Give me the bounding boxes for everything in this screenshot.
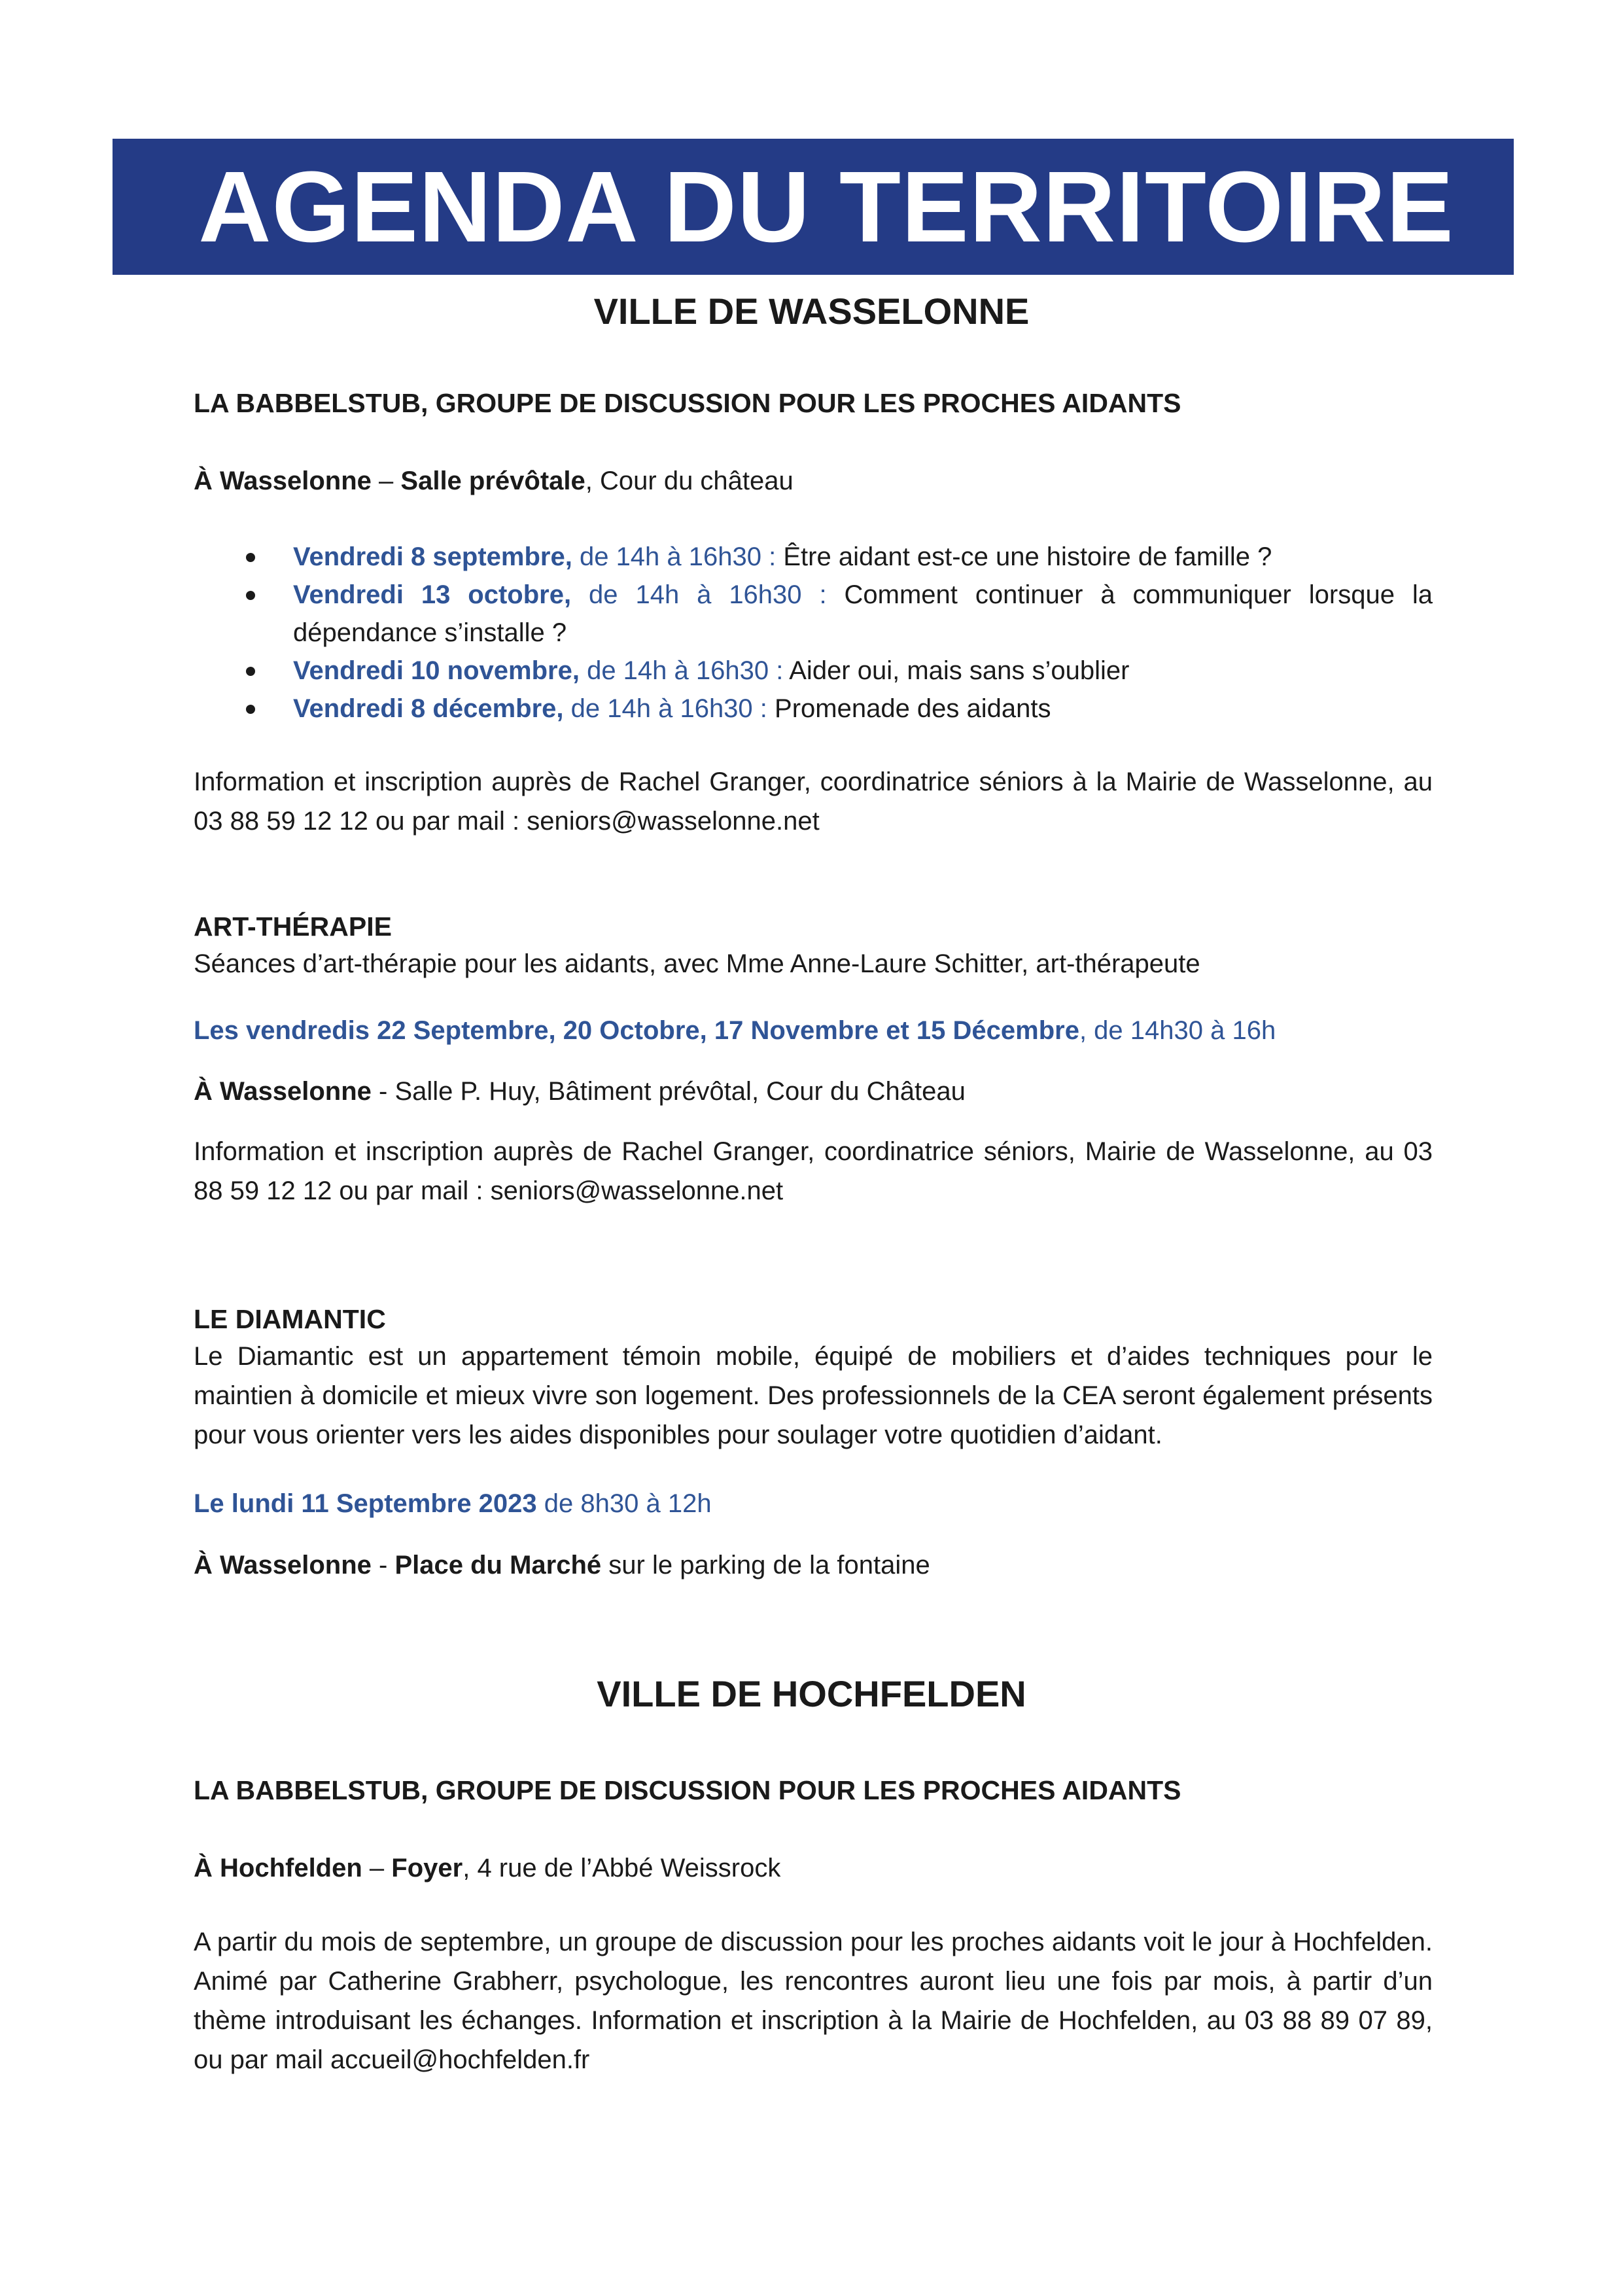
bullet-icon bbox=[246, 553, 255, 562]
separator: – bbox=[362, 1854, 392, 1882]
info-text: Information et inscription auprès de Rachel Granger, coordinatrice séniors à la Mairie de Wasselonne, au 03 88 59 12 12 ou par mail : seniors@wasselonne.net bbox=[194, 768, 1433, 836]
date-time: de 14h à 16h30 : bbox=[563, 694, 775, 723]
date-day: Vendredi 10 novembre, bbox=[293, 656, 580, 685]
info-text: Information et inscription auprès de Rachel Granger, coordinatrice séniors, Mairie de Wasselonne, au 03 88 59 12 12 ou par mail : seniors@wasselonne.net bbox=[194, 1137, 1433, 1205]
list-item bbox=[194, 690, 1433, 728]
location-venue: Salle prévôtale bbox=[400, 467, 585, 495]
location-place: À Hochfelden bbox=[194, 1854, 362, 1882]
date-day: Vendredi 8 septembre, bbox=[293, 542, 572, 571]
date-time: de 8h30 à 12h bbox=[536, 1489, 712, 1518]
dates-time: , de 14h30 à 16h bbox=[1079, 1016, 1276, 1045]
date-time: de 14h à 16h30 : bbox=[579, 656, 790, 685]
diamantic-date bbox=[194, 1484, 1433, 1523]
date-day: Vendredi 8 décembre, bbox=[293, 694, 564, 723]
location-place: À Wasselonne bbox=[194, 1551, 372, 1580]
location-address: , 4 rue de l’Abbé Weissrock bbox=[462, 1854, 781, 1882]
section-title: ART-THÉRAPIE bbox=[194, 911, 392, 942]
city-title-wasselonne: VILLE DE WASSELONNE bbox=[593, 291, 1030, 332]
location-line bbox=[194, 461, 1433, 501]
diamantic-location bbox=[194, 1545, 1433, 1585]
banner-title: AGENDA DU TERRITOIRE bbox=[198, 150, 1454, 263]
info-babbelstub-wasselonne bbox=[194, 762, 1433, 841]
info-babbelstub-hochfelden bbox=[194, 1922, 1433, 2079]
date-day: Vendredi 13 octobre, bbox=[293, 580, 572, 609]
section-description: Le Diamantic est un appartement témoin mobile, équipé de mobiliers et d’aides techniques pour le maintien à domicile et mieux vivre son logement. Des professionnels de la CEA seront également présents pour vous orienter vers les aides disponibles pour soulager votre quotidien d’aidant. bbox=[194, 1342, 1433, 1450]
separator: – bbox=[371, 467, 401, 495]
date-topic: Aider oui, mais sans s’oublier bbox=[789, 656, 1130, 685]
info-text: A partir du mois de septembre, un groupe de discussion pour les proches aidants voit le jour à Hochfelden. Animé par Catherine Grabherr, psychologue, les rencontres auront lieu une fois par mois, à partir d’un thème introduisant les échanges. Information et inscription à la Mairie de Hochfelden, au 03 88 89 07 89, ou par mail accueil@hochfelden.fr bbox=[194, 1928, 1433, 2074]
section-title: LA BABBELSTUB, GROUPE DE DISCUSSION POUR LES PROCHES AIDANTS bbox=[194, 1775, 1181, 1805]
location-address: sur le parking de la fontaine bbox=[601, 1551, 930, 1580]
section-title: LA BABBELSTUB, GROUPE DE DISCUSSION POUR LES PROCHES AIDANTS bbox=[194, 388, 1181, 418]
location-place: À Wasselonne bbox=[194, 467, 372, 495]
location-venue: Foyer bbox=[391, 1854, 463, 1882]
agenda-banner bbox=[113, 139, 1514, 275]
bullet-icon bbox=[246, 591, 255, 600]
list-item bbox=[194, 652, 1433, 690]
separator: - bbox=[371, 1551, 395, 1580]
location-address: , Cour du château bbox=[585, 467, 794, 495]
date-time: de 14h à 16h30 : bbox=[572, 542, 784, 571]
location-address: - Salle P. Huy, Bâtiment prévôtal, Cour du Château bbox=[371, 1077, 966, 1106]
list-item bbox=[194, 576, 1433, 652]
list-item bbox=[194, 538, 1433, 576]
location-line-hochfelden bbox=[194, 1848, 1433, 1888]
section-babbelstub-wasselonne bbox=[194, 386, 1433, 421]
bullet-icon bbox=[246, 667, 255, 676]
section-babbelstub-hochfelden bbox=[194, 1773, 1433, 1808]
dates-bold: Les vendredis 22 Septembre, 20 Octobre, 17 Novembre et 15 Décembre bbox=[194, 1016, 1079, 1045]
location-place: À Wasselonne bbox=[194, 1077, 372, 1106]
date-topic: Être aidant est-ce une histoire de famille ? bbox=[783, 542, 1272, 571]
date-topic: Promenade des aidants bbox=[775, 694, 1051, 723]
date-bold: Le lundi 11 Septembre 2023 bbox=[194, 1489, 537, 1518]
date-topic: Comment continuer à communiquer lorsque la dépendance s’installe ? bbox=[293, 580, 1433, 647]
art-therapie-info bbox=[194, 1132, 1433, 1210]
dates-list-wasselonne bbox=[194, 538, 1433, 728]
section-title: LE DIAMANTIC bbox=[194, 1304, 386, 1334]
art-therapie-dates bbox=[194, 1011, 1433, 1050]
date-time: de 14h à 16h30 : bbox=[571, 580, 845, 609]
section-art-therapie bbox=[194, 910, 1433, 983]
section-diamantic bbox=[194, 1302, 1433, 1455]
city-title-hochfelden: VILLE DE HOCHFELDEN bbox=[597, 1673, 1026, 1714]
location-venue: Place du Marché bbox=[394, 1551, 602, 1580]
section-description: Séances d’art-thérapie pour les aidants, avec Mme Anne-Laure Schitter, art-thérapeute bbox=[194, 949, 1200, 979]
art-therapie-location bbox=[194, 1072, 1433, 1111]
bullet-icon bbox=[246, 705, 255, 714]
